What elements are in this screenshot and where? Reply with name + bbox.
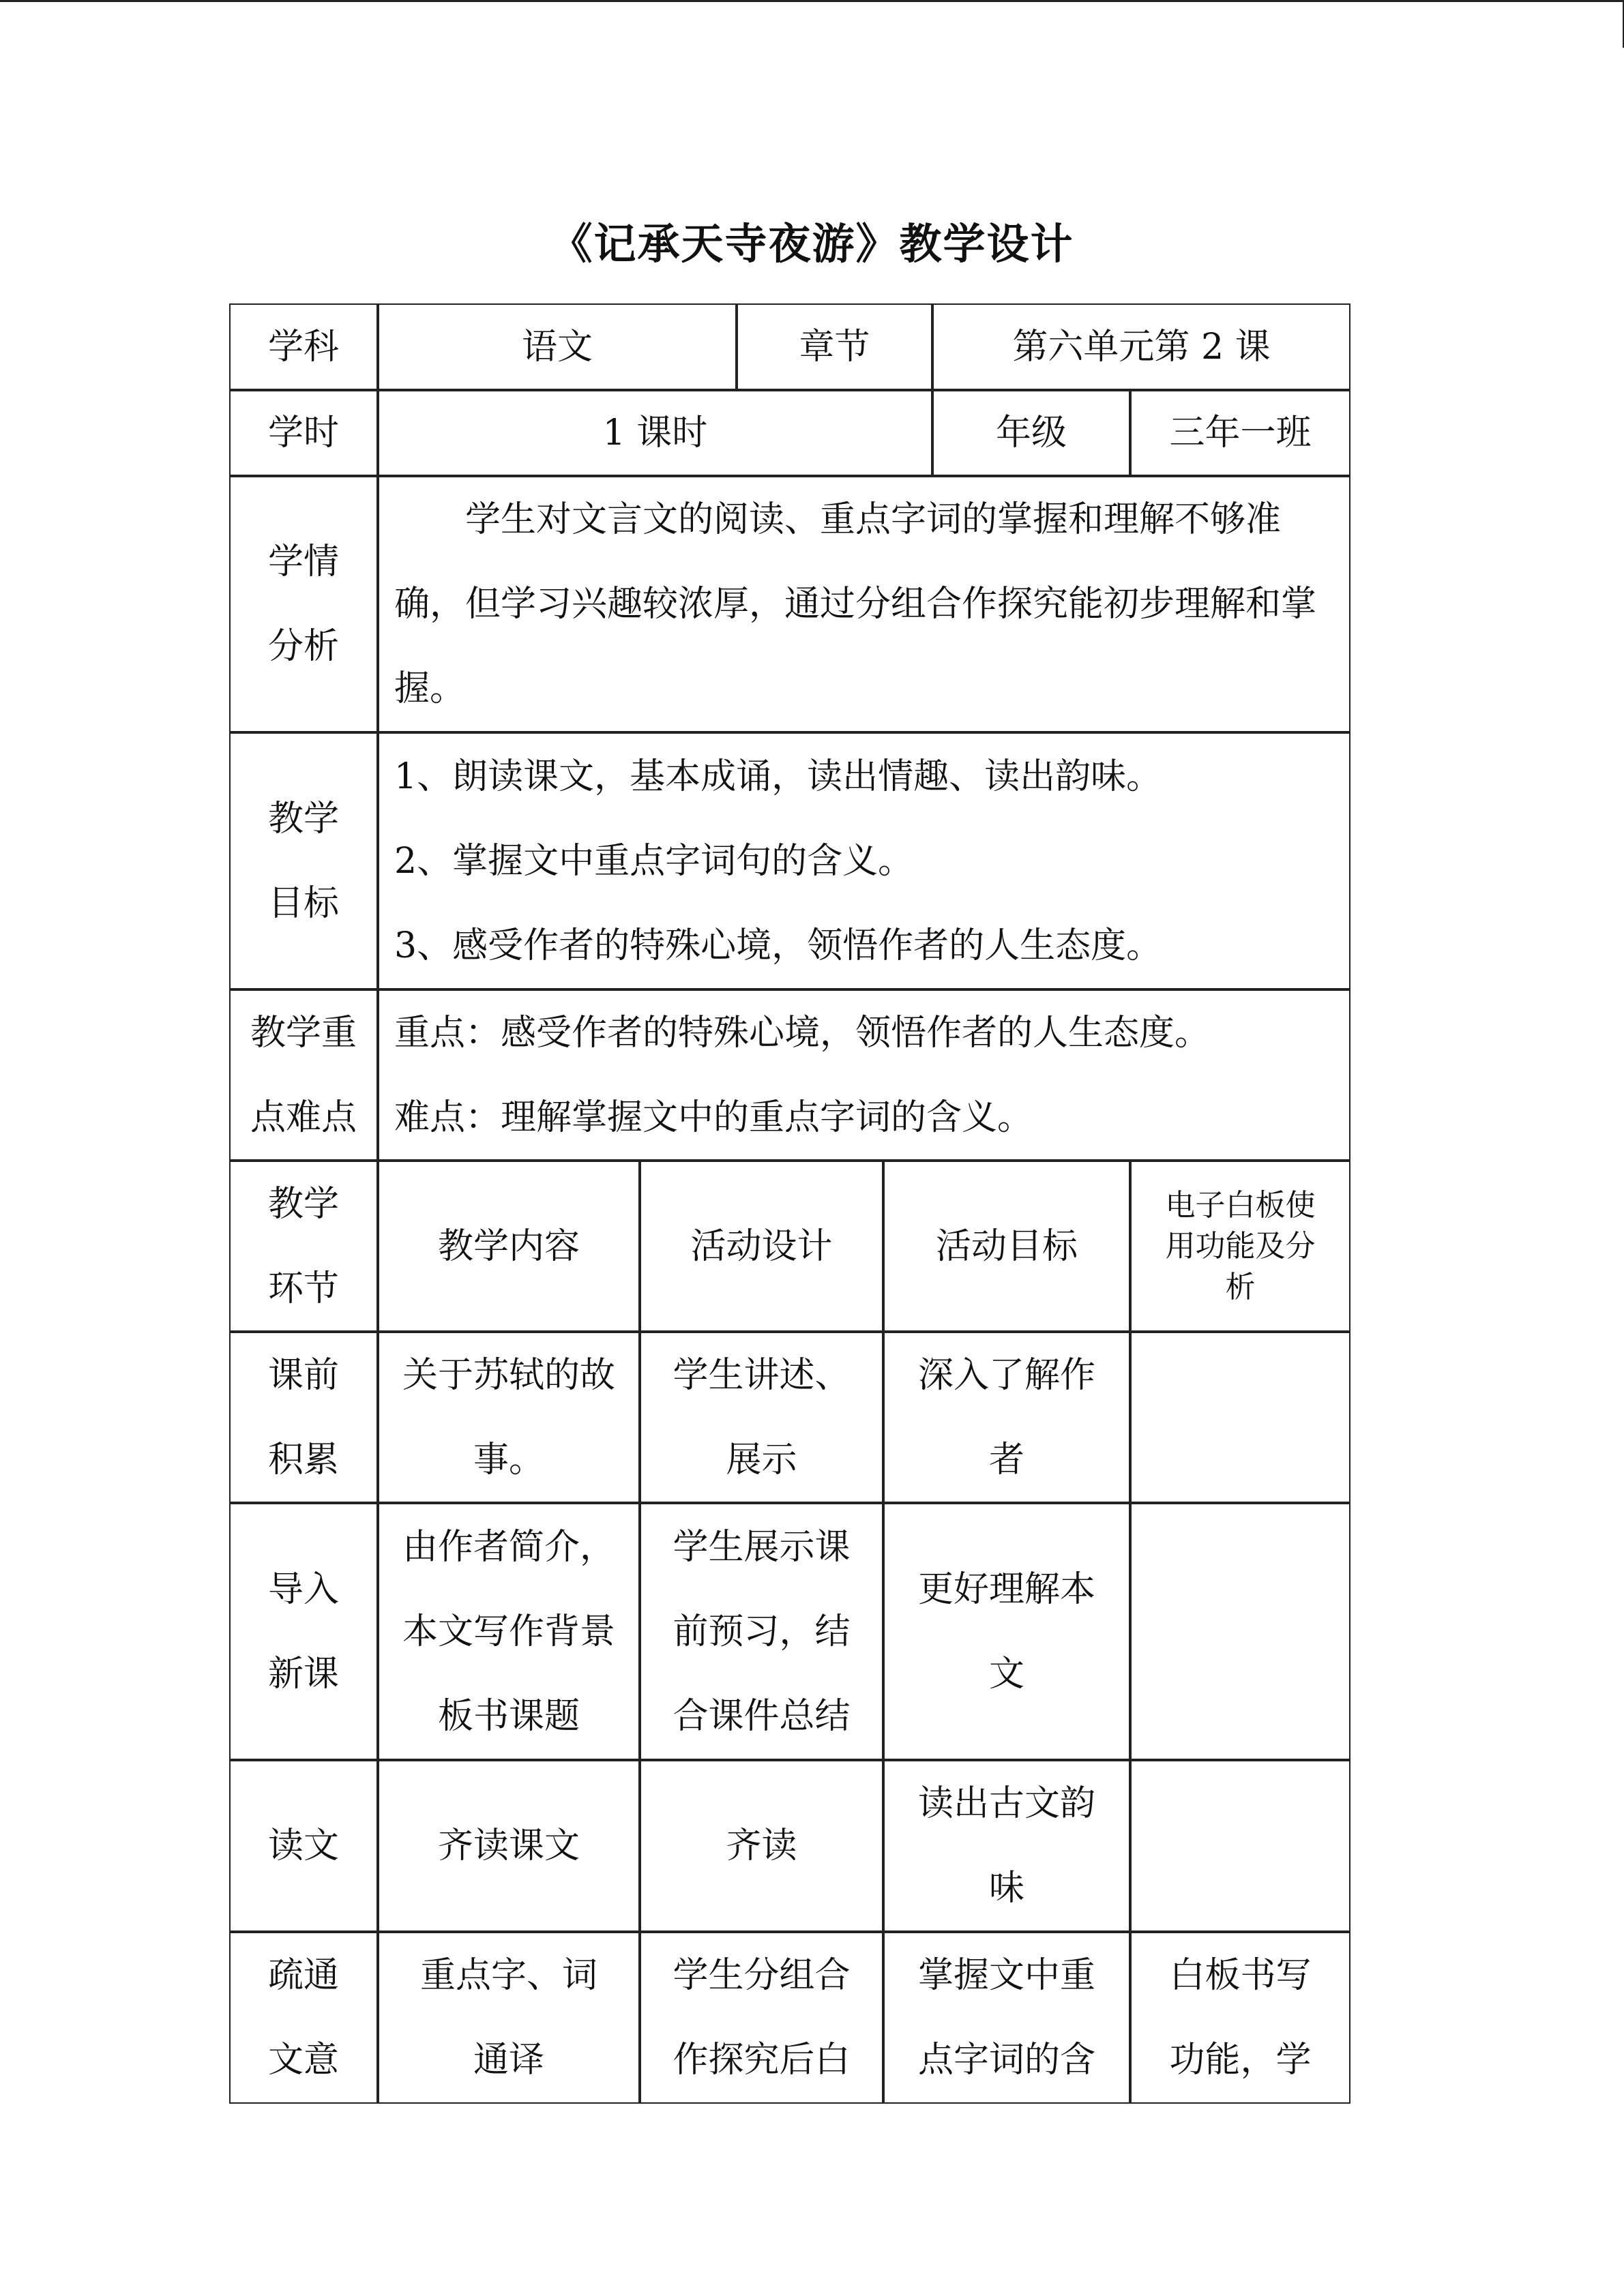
grade-label-cell [932, 390, 1130, 476]
keypoints-text: 重点：感受作者的特殊心境，领悟作者的人生态度。 难点：理解掌握文中的重点字词的含义。 [394, 1012, 1211, 1138]
row-stage: 疏通 文意 [267, 1955, 339, 2081]
row-activity: 学生分组合 作探究后白 [673, 1955, 851, 2081]
row-whiteboard-cell [1130, 1332, 1350, 1503]
row-stage: 导入 新课 [267, 1568, 339, 1695]
row-stage: 读文 [267, 1825, 339, 1866]
keypoints-label-cell [229, 989, 378, 1161]
row-target-cell [883, 1760, 1130, 1932]
row-stage-cell [229, 1760, 378, 1932]
header-activity: 活动设计 [690, 1225, 833, 1267]
keypoints-cell [378, 989, 1350, 1161]
grade-value: 三年一班 [1169, 413, 1312, 453]
row-content-cell [378, 1760, 640, 1932]
keypoints-label: 教学重 点难点 [250, 1012, 357, 1138]
header-content: 教学内容 [437, 1225, 580, 1267]
row-target: 掌握文中重 点字词的含 [917, 1955, 1095, 2081]
hours-label-cell [229, 390, 378, 476]
hours-label: 学时 [267, 413, 339, 453]
header-stage: 教学 环节 [267, 1183, 339, 1309]
row-target-cell [883, 1503, 1130, 1760]
row-stage: 课前 积累 [267, 1354, 339, 1480]
row-target: 更好理解本 文 [917, 1568, 1095, 1695]
row-content-cell [378, 1332, 640, 1503]
goals-cell [378, 732, 1350, 989]
row-activity-cell [640, 1932, 883, 2104]
row-whiteboard-cell [1130, 1503, 1350, 1760]
subject-value: 语文 [521, 326, 593, 368]
analysis-text: 学生对文言文的阅读、重点字词的掌握和理解不够准确，但学习兴趣较浓厚，通过分组合作探究能初步理解和掌握。 [394, 499, 1317, 709]
header-target: 活动目标 [935, 1225, 1078, 1267]
row-activity: 学生讲述、 展示 [673, 1354, 851, 1480]
row-whiteboard: 白板书写 功能，学 [1169, 1955, 1312, 2081]
row-content: 由作者简介， 本文写作背景 板书课题 [402, 1526, 615, 1737]
analysis-label: 学情 分析 [267, 541, 339, 667]
row-target-cell [883, 1332, 1130, 1503]
row-activity-cell [640, 1760, 883, 1932]
row-content: 关于苏轼的故 事。 [402, 1354, 615, 1480]
header-stage-cell [229, 1161, 378, 1332]
page-top-border [0, 0, 1624, 2]
row-content-cell [378, 1932, 640, 2104]
row-stage-cell [229, 1932, 378, 2104]
row-content: 齐读课文 [437, 1825, 580, 1866]
row-whiteboard-cell [1130, 1760, 1350, 1932]
row-target: 深入了解作 者 [917, 1354, 1095, 1480]
lesson-plan-table [230, 304, 1351, 2104]
header-content-cell [378, 1161, 640, 1332]
subject-label: 学科 [267, 326, 339, 368]
goals-label: 教学 目标 [267, 798, 339, 924]
document-title: 《记承天寺夜游》教学设计 [550, 219, 1074, 269]
chapter-label: 章节 [799, 326, 870, 368]
header-activity-cell [640, 1161, 883, 1332]
row-whiteboard-cell [1130, 1932, 1350, 2104]
chapter-value: 第六单元第 2 课 [1012, 326, 1271, 368]
row-activity: 学生展示课 前预习，结 合课件总结 [673, 1526, 851, 1737]
row-target: 读出古文韵 味 [917, 1783, 1095, 1909]
row-activity-cell [640, 1332, 883, 1503]
goals-label-cell [229, 732, 378, 989]
analysis-cell [378, 476, 1350, 732]
row-activity: 齐读 [726, 1825, 797, 1866]
row-target-cell [883, 1932, 1130, 2104]
hours-cell [378, 390, 932, 476]
grade-label: 年级 [995, 413, 1067, 453]
row-stage-cell [229, 1503, 378, 1760]
hours-value: 1 课时 [602, 413, 708, 453]
grade-cell [1130, 390, 1350, 476]
row-activity-cell [640, 1503, 883, 1760]
subject-cell [378, 303, 737, 390]
analysis-label-cell [229, 476, 378, 732]
header-target-cell [883, 1161, 1130, 1332]
row-content-cell [378, 1503, 640, 1760]
chapter-cell [932, 303, 1350, 390]
header-whiteboard-cell [1130, 1161, 1350, 1332]
header-whiteboard: 电子白板使 用功能及分 析 [1165, 1187, 1316, 1304]
row-stage-cell [229, 1332, 378, 1503]
chapter-label-cell [737, 303, 932, 390]
row-content: 重点字、词 通译 [419, 1955, 597, 2081]
goals-text: 1、朗读课文，基本成诵，读出情趣、读出韵味。 2、掌握文中重点字词句的含义。 3、感受作者的特殊心境，领悟作者的人生态度。 [394, 756, 1162, 966]
subject-label-cell [229, 303, 378, 390]
